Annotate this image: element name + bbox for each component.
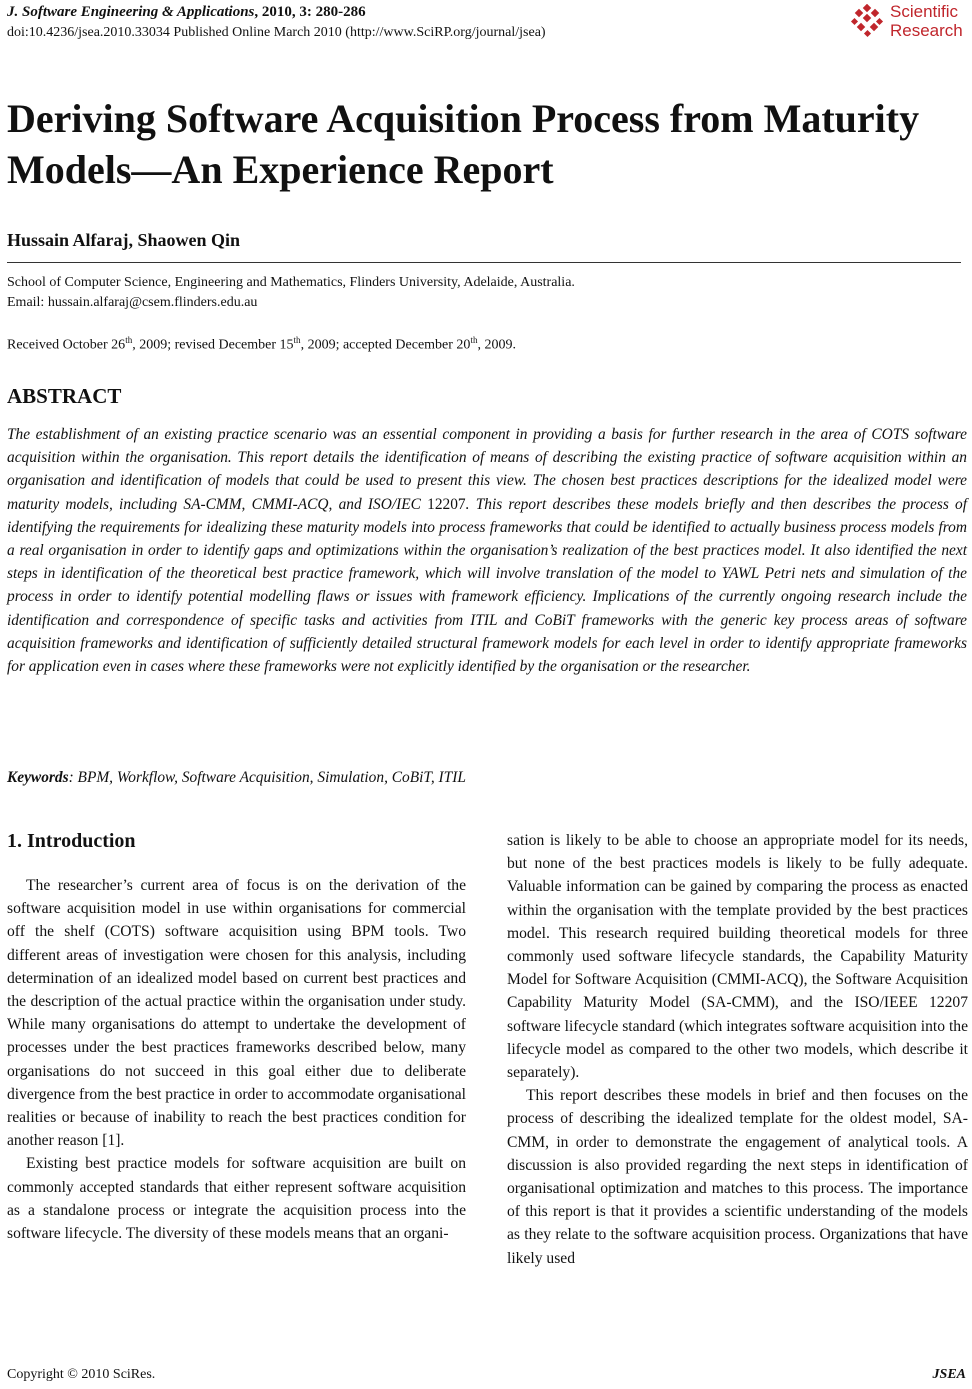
accepted-date: , 2009; accepted December 20 [300, 337, 471, 353]
author-email: Email: hussain.alfaraj@csem.flinders.edu.au [7, 295, 258, 310]
abstract-text-part: The establishment of an existing practice scenario was an essential component in providing a basis for further research in the area of COTS software acquisition within the organisation. This report details the identification of means of describing the existing practice of software acquisition within an organisation and identification of models that could be used to present this view. The chosen best practices descriptions for the idealized model were maturity models, including SA-CMM, CMMI-ACQ, and ISO/IEC [7, 426, 967, 513]
publisher-logo-line1: Scientific [890, 2, 959, 21]
received-end: , 2009. [477, 337, 516, 353]
left-column [7, 874, 466, 1245]
keywords-list: : BPM, Workflow, Software Acquisition, Simulation, CoBiT, ITIL [68, 769, 466, 786]
paragraph: The researcher’s current area of focus is on the derivation of the software acquisition model in use within organisations for commercial off the shelf (COTS) software acquisition using BPM tools. Two different areas of investigation were chosen for this analysis, including determination of an idealized model based on current best practices and the description of the actual practice within the organisation under study. While many organisations do attempt to undertake the development of processes under the best practices frameworks described below, many organisations do not succeed in this goal either due to deliberate divergence from the best practice in order to accommodate organisational realities or because of inability to reach the best practices condition for another reason [1]. [7, 877, 466, 1150]
article-title: Deriving Software Acquisition Process from Maturity Models—An Experience Report [7, 96, 920, 192]
paragraph: Existing best practice models for software acquisition are built on commonly accepted standards that either represent software acquisition as a standalone process or integrate the acquisition process into the software lifecycle. The diversity of these models means that an organi- [7, 1155, 466, 1243]
journal-name: J. Software Engineering & Applications [7, 4, 255, 20]
publisher-logo [850, 2, 968, 44]
abstract-text-part: . This report describes these models briefly and then describes the process of identifying the requirements for idealizing these maturity models into process frameworks that could be identified to actually business process models from a real organisation in order to identify gaps and optimizations within the organisation’s realization of the best practices model. It also identified the next steps in identification of the theoretical best practice framework, which will involve translation of the model to YAWL Petri nets and simulation of the process in order to identify potential modelling flaws or issues with framework efficiency. Implications of the currently ongoing research include the identification and correspondence of specific tasks and activities from ITIL and CoBiT frameworks with the generic key process areas of software acquisition frameworks and identification of sufficiently detailed structural framework models for each level in order to identify appropriate frameworks for application even in cases where these frameworks were not explicitly identified by the organisation or the researcher. [7, 495, 967, 676]
section-heading-introduction: 1. Introduction [7, 830, 136, 852]
footer-journal-abbrev: JSEA [932, 1367, 966, 1382]
abstract-text [7, 423, 967, 678]
right-column [507, 829, 968, 1270]
received-date: Received October 26 [7, 337, 126, 353]
publisher-logo-line2: Research [890, 21, 963, 40]
ordinal-suffix: th [125, 335, 133, 345]
title-divider [7, 262, 961, 263]
abstract-heading: ABSTRACT [7, 384, 122, 408]
ordinal-suffix: th [293, 335, 301, 345]
revised-date: , 2009; revised December 15 [132, 337, 294, 353]
received-dates [7, 335, 516, 354]
doi-line: doi:10.4236/jsea.2010.33034 Published Online March 2010 (http://www.SciRP.org/journal/jsea) [7, 25, 546, 40]
footer-copyright: Copyright © 2010 SciRes. [7, 1367, 156, 1382]
abstract-standard-number: 12207 [427, 495, 466, 513]
keywords-label: Keywords [7, 769, 69, 786]
paragraph: sation is likely to be able to choose an appropriate model for its needs, but none of the best practices models is likely to be fully adequate. Valuable information can be gained by comparing the process as enacted within the organisation with the template provided by the best practices model. This research required building theoretical models for three commonly used software lifecycle standards, the Capability Maturity Model for Software Acquisition (CMMI-ACQ), the Software Acquisition Capability Maturity Model (SA-CMM), and the ISO/IEEE 12207 software lifecycle standard (which integrates software acquisition into the lifecycle model as compared to the other two models, which describe it separately). [507, 832, 968, 1082]
journal-volume: , 2010, 3: 280-286 [254, 4, 366, 20]
paragraph: This report describes these models in brief and then focuses on the process of describing the idealized template for the oldest model, SA-CMM, in order to demonstrate the engagement of analytical tools. A discussion is also provided regarding the next steps in identification of organisational optimization and matches to this process. The importance of this report is that it provides a scientific understanding of the models as they relate to the software acquisition process. Organizations that have likely used [507, 1087, 968, 1267]
publisher-logo-mark-icon [850, 4, 886, 40]
affiliation: School of Computer Science, Engineering and Mathematics, Flinders University, Adelaide, Australia. [7, 275, 575, 290]
ordinal-suffix: th [470, 335, 478, 345]
keywords [7, 769, 466, 787]
author-affiliation-block [7, 273, 575, 313]
article-authors: Hussain Alfaraj, Shaowen Qin [7, 230, 241, 250]
journal-citation [7, 4, 366, 21]
